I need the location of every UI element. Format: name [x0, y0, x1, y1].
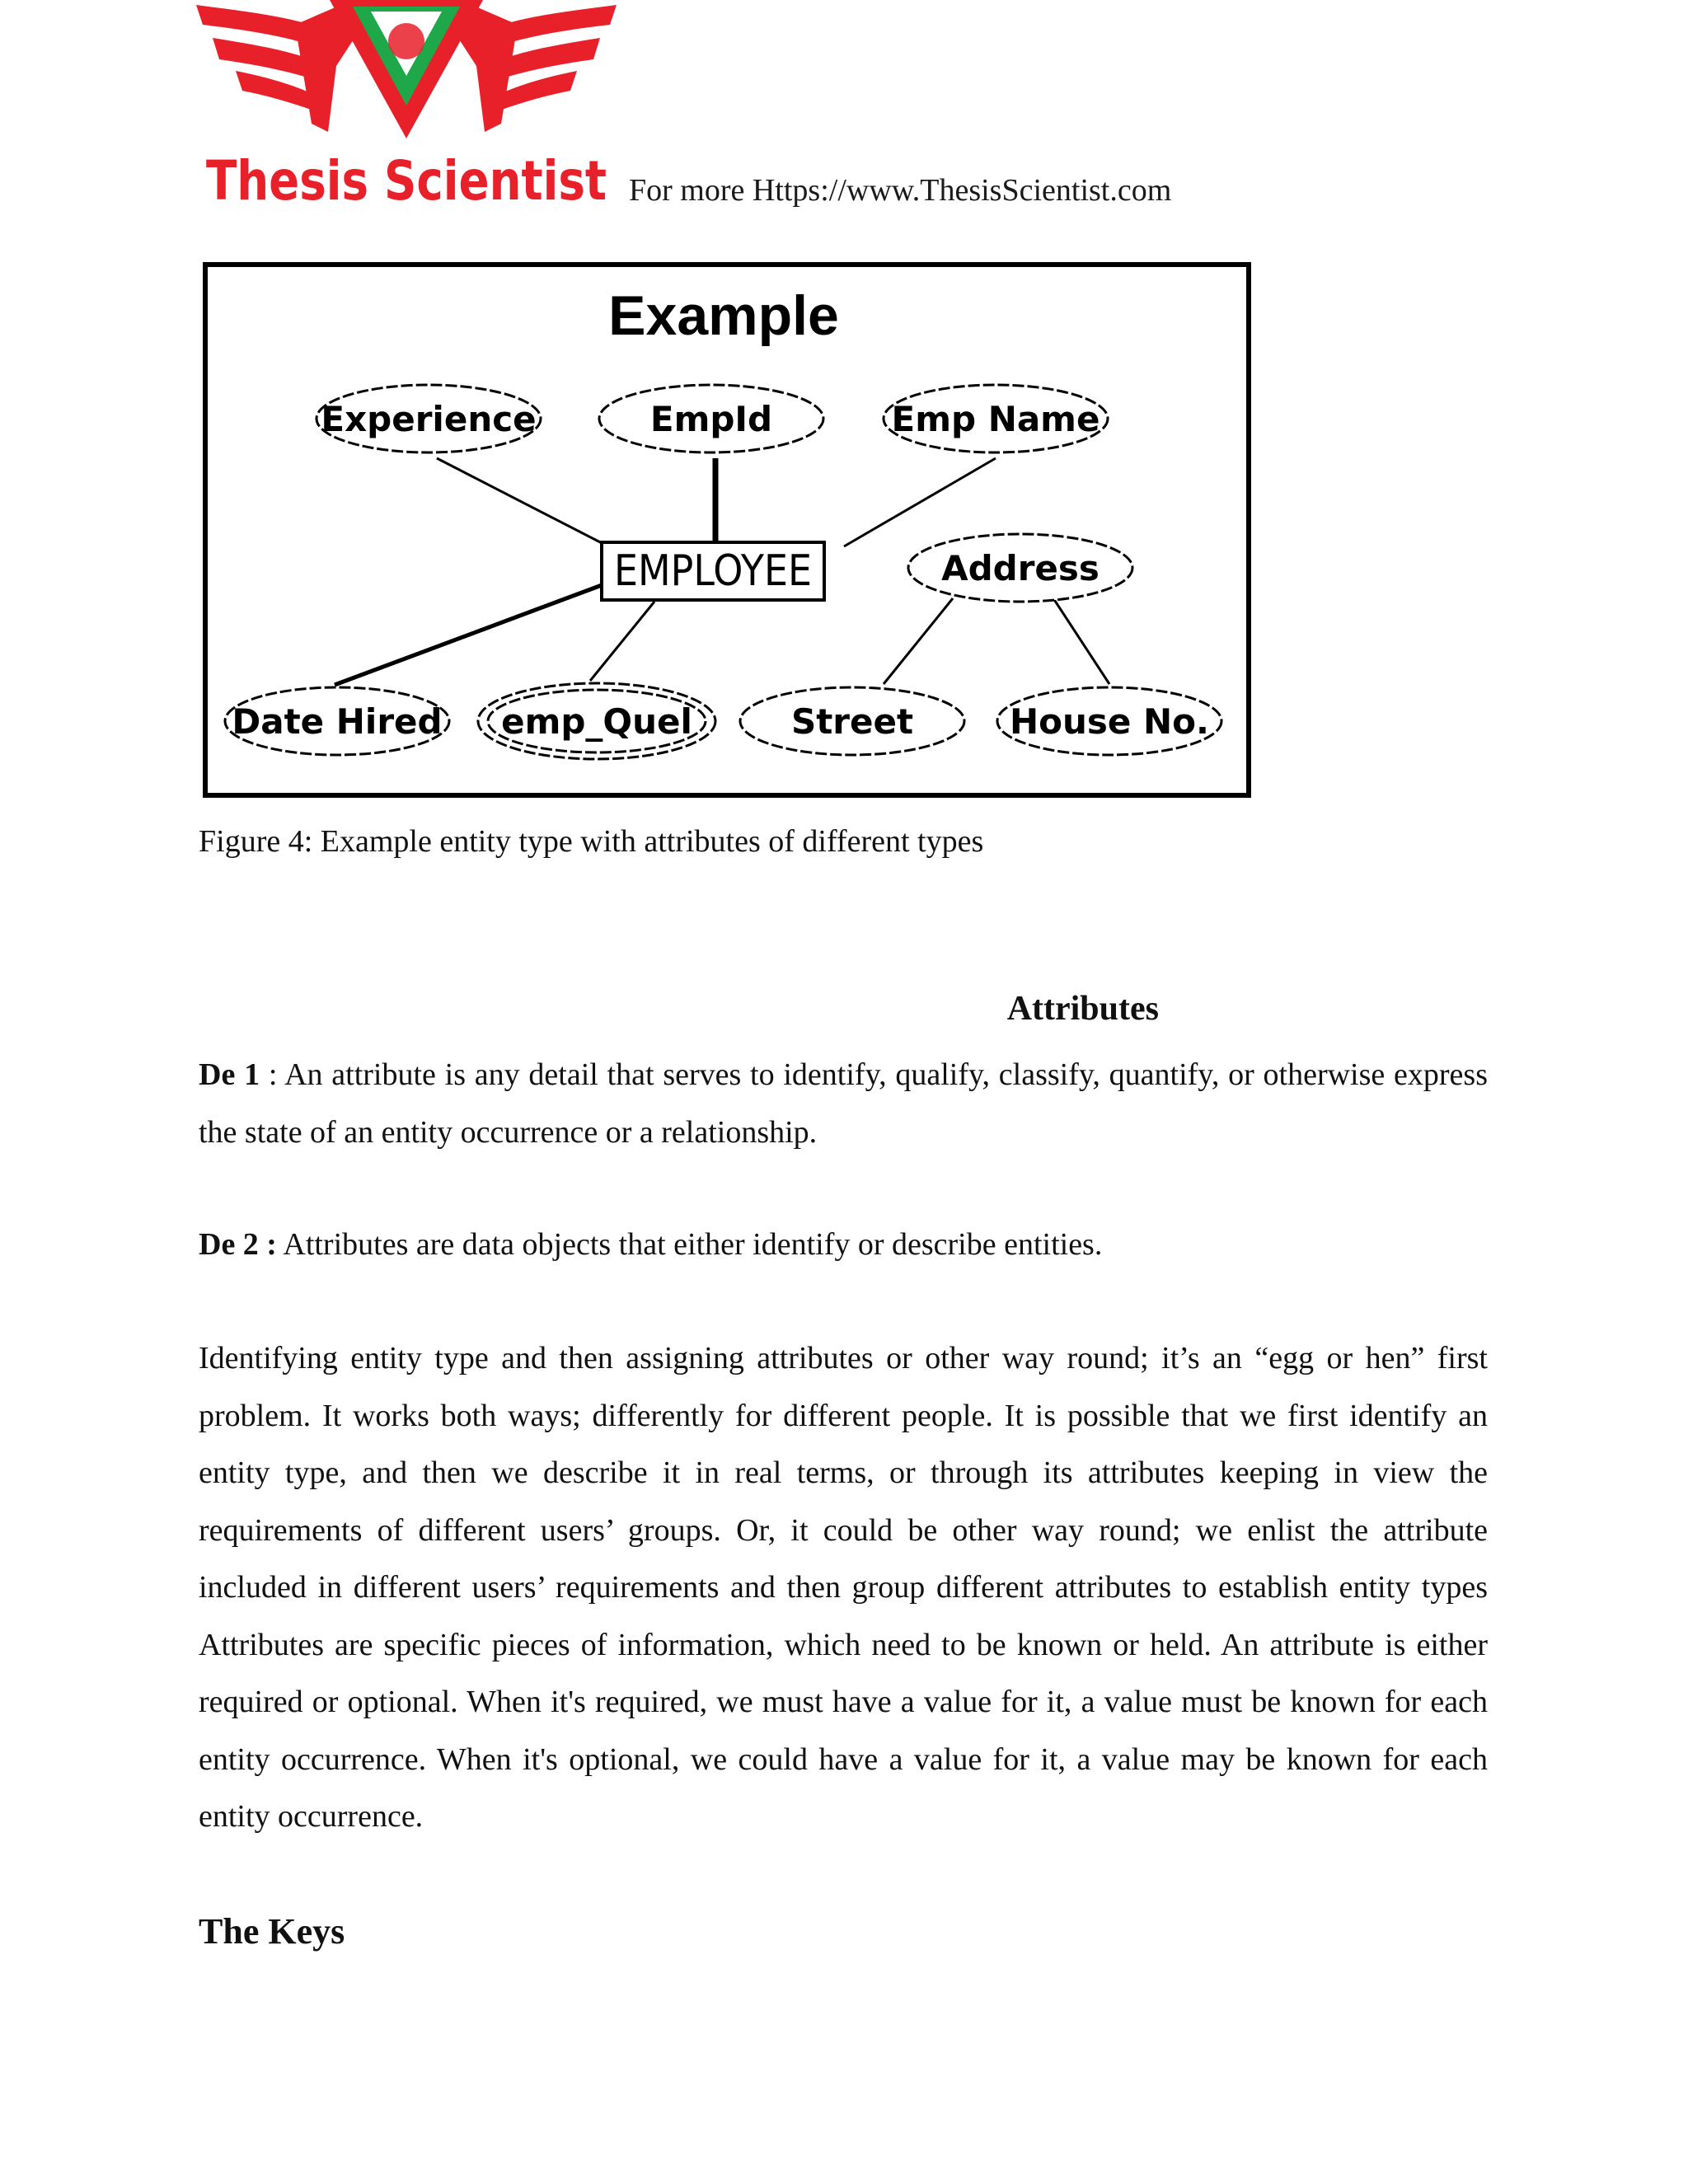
attr-empquel-label: emp_Quel — [501, 701, 692, 742]
logo-wordmark: Thesis Scientist — [206, 149, 607, 213]
thesis-scientist-logo — [196, 0, 617, 223]
body-paragraph-text: Identifying entity type and then assigning attributes or other way round; it’s an “egg or hen” first problem. It works both ways; differently for different people. It is possible that we first identify an entity type, and then we describe it in real terms, or through its attributes keeping in view the requirements of different users’ groups. Or, it could be other way round; we enlist the attribute included in different users’ requirements and then group different attributes to establish entity types Attributes are specific pieces of information, which need to be known or held. An attribute is either required or optional. When it's required, we must have a value for it, a value must be known for each entity occurrence. When it's optional, we could have a value for it, a value may be known for each entity occurrence. — [199, 1341, 1488, 1834]
body-paragraph — [199, 1330, 1488, 1846]
section-title: Attributes — [1006, 990, 1159, 1028]
attr-empid-label: EmpId — [649, 399, 773, 439]
attr-houseno-label: House No. — [1010, 701, 1209, 742]
definition-2-paragraph — [199, 1216, 1488, 1274]
definition-1 — [199, 1047, 1488, 1161]
definition-2-text: Attributes are data objects that either identify or describe entities. — [276, 1227, 1103, 1262]
attr-street-label: Street — [790, 701, 914, 742]
header-website-link[interactable]: For more Https://www.ThesisScientist.com — [629, 173, 1172, 208]
diagram-title: Example — [608, 284, 839, 347]
attr-empname-label: Emp Name — [891, 399, 1100, 439]
er-diagram — [203, 262, 1251, 798]
attr-datehired-label: Date Hired — [232, 701, 443, 742]
definition-1-label: De 1 — [199, 1057, 260, 1092]
triangle-emblem-icon — [330, 0, 483, 138]
keys-heading: The Keys — [199, 1911, 345, 1952]
figure-caption: Figure 4: Example entity type with attributes of different types — [199, 824, 984, 859]
definition-1-paragraph — [199, 1047, 1488, 1161]
attr-experience-label: Experience — [321, 399, 537, 439]
left-wing-icon — [196, 3, 358, 132]
entity-employee-label: EMPLOYEE — [614, 546, 812, 596]
definition-2 — [199, 1216, 1488, 1274]
right-wing-icon — [455, 3, 617, 132]
attr-address-label: Address — [941, 548, 1100, 588]
definition-2-label: De 2 : — [199, 1227, 277, 1262]
definition-1-text: : An attribute is any detail that serves to identify, qualify, classify, quantify, or otherwise express the state of an entity occurrence or a relationship. — [199, 1057, 1488, 1150]
